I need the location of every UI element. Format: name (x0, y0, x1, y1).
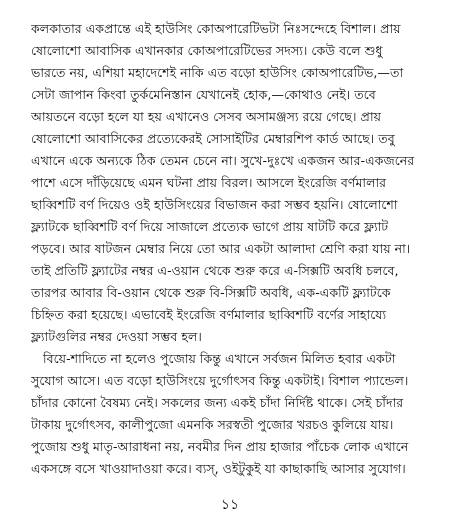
text-line: পুজোয় শুধু মাতৃ-আরাধনা নয়, নবমীর দিন প্রায় হাজার পাঁচেক লোক এখানে (31, 439, 409, 454)
text-line: ষোলোশো আবাসিক এখানকার কোঅপারেটিভের সদস্য। কেউ বলে শুধু (31, 43, 383, 58)
text-line: পাশে এসে দাঁড়িয়েছে এমন ঘটনা প্রায় বিরল। আসলে ইংরেজি বর্ণমালার (31, 175, 387, 190)
text-line: সুযোগ আসে। এত বড়ো হাউসিংয়ে দুর্গোৎসব কিন্তু একটাই। বিশাল প্যান্ডেল। (31, 373, 409, 388)
text-line: চিহ্নিত করা হয়েছে। এভাবেই ইংরেজি বর্ণমালার ছাব্বিশটি বর্ণের সাহায্যে (31, 307, 387, 322)
text-line: ভারতে নয়, এশিয়া মহাদেশেই নাকি এত বড়ো হাউসিং কোঅপারেটিভ,—তা (31, 65, 404, 80)
text-line: টাকায় দুর্গোৎসব, কালীপুজো এমনকি সরস্বতী পুজোর খরচও কুলিয়ে যায়। (31, 417, 394, 432)
paragraph-2 (31, 348, 446, 480)
text-line: বিয়ে-শাদিতে না হলেও পুজোয় কিন্তু এখানে সর্বজন মিলিত হবার একটা (43, 351, 396, 366)
text-line: একসঙ্গে বসে খাওয়াদাওয়া করে। ব্যস্, ওইটুকুই যা কাছাকাছি আসার সুযোগ। (31, 461, 406, 476)
paragraph-1 (31, 18, 446, 348)
text-line: সেটা জাপান কিংবা তুর্কমেনিস্তান যেখানেই হোক,—কোথাও নেই। তবে (31, 87, 376, 102)
text-line: পড়বে। আর ষাটজন মেম্বার নিয়ে তো আর একটা আলাদা শ্রেণি করা যায় না। (31, 241, 411, 256)
text-line: ছাব্বিশটি বর্ণ দিয়েও ওই হাউসিংয়ের বিভাজন করা সম্ভব হয়নি। ষোলোশো (31, 197, 398, 212)
text-line: ফ্ল্যাটগুলির নম্বর দেওয়া সম্ভব হল। (31, 329, 202, 344)
body-text (31, 18, 446, 480)
text-line: তাই প্রতিটি ফ্ল্যাটের নম্বর এ-ওয়ান থেকে শুরু করে এ-সিক্সটি অবধি চলবে, (31, 263, 399, 278)
page-number: ১১ (220, 497, 240, 513)
text-line: চাঁদার কোনো বৈষম্য নেই। সকলের জন্য একই চাঁদা নির্দিষ্ট থাকে। সেই চাঁদার (31, 395, 404, 410)
text-line: কলকাতার একপ্রান্তে এই হাউসিং কোঅপারেটিভটা নিঃসন্দেহে বিশাল। প্রায় (31, 21, 401, 36)
text-line: ষোলোশো আবাসিকের প্রত্যেকেরই সোসাইটির মেম্বারশিপ কার্ড আছে। তবু (31, 131, 395, 146)
text-line: আয়তনে বড়ো হলে যা হয় এখানেও সেসব অসামঞ্জস্য রয়ে গেছে। প্রায় (31, 109, 382, 124)
text-line: তারপর আবার বি-ওয়ান থেকে শুরু বি-সিক্সটি অবধি, এক-একটি ফ্ল্যাটকে (31, 285, 391, 300)
text-line: এখানে একে অন্যকে ঠিক তেমন চেনে না। সুখে-দুঃখে একজন আর-একজনের (31, 153, 415, 168)
text-line: ফ্ল্যাটকে ছাব্বিশটি বর্ণ দিয়ে সাজালে প্রত্যেক ভাগে প্রায় ষাটটি করে ফ্ল্যাট (31, 219, 389, 234)
